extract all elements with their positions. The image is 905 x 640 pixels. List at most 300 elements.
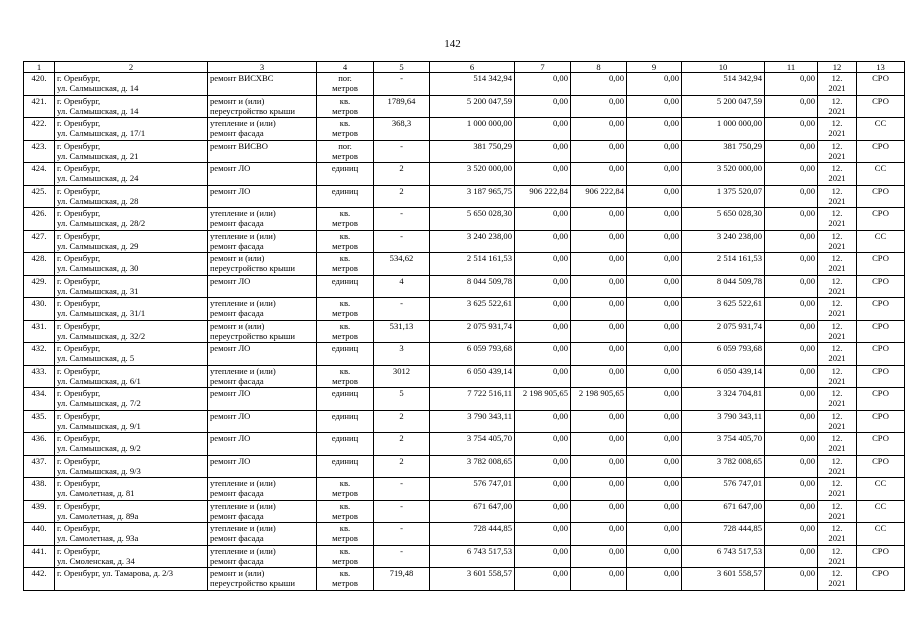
col11-cell-line: 0,00 bbox=[799, 275, 815, 286]
quantity-cell bbox=[374, 163, 430, 186]
row-number-cell-line: 427. bbox=[31, 230, 47, 241]
quantity-cell-line: 2 bbox=[399, 455, 404, 466]
quantity-cell-line: 5 bbox=[399, 388, 404, 398]
col8-cell-line: 0,00 bbox=[608, 500, 624, 511]
work-type-cell bbox=[208, 320, 317, 343]
address-cell bbox=[55, 500, 208, 523]
total-cost-cell-line: 728 444,85 bbox=[473, 523, 512, 533]
unit-cell bbox=[317, 568, 374, 591]
col7-cell bbox=[515, 455, 571, 478]
col9-cell bbox=[627, 545, 682, 568]
unit-cell bbox=[317, 208, 374, 231]
work-type-cell bbox=[208, 73, 317, 96]
address-cell-line: г. Оренбург, bbox=[57, 388, 101, 398]
unit-cell-line: единиц bbox=[331, 455, 359, 466]
col8-cell bbox=[571, 140, 627, 163]
unit-cell-line: метров bbox=[332, 150, 358, 161]
period-cell-line: 12. bbox=[831, 433, 843, 443]
col10-cell bbox=[682, 140, 765, 163]
row-number-cell bbox=[24, 230, 55, 253]
quantity-cell bbox=[374, 185, 430, 208]
total-cost-cell-line: 671 647,00 bbox=[473, 500, 512, 511]
address-cell bbox=[55, 365, 208, 388]
work-type-cell-line: утепление и (или) bbox=[210, 523, 276, 533]
column-header: 10 bbox=[682, 62, 765, 73]
row-number-cell-line: 421. bbox=[31, 95, 47, 106]
period-cell-line: 12. bbox=[831, 140, 843, 151]
method-cell bbox=[857, 433, 905, 456]
work-type-cell bbox=[208, 140, 317, 163]
col9-cell-line: 0,00 bbox=[663, 140, 679, 151]
col8-cell bbox=[571, 433, 627, 456]
period-cell-line: 2021 bbox=[828, 375, 846, 386]
col7-cell bbox=[515, 343, 571, 366]
col9-cell bbox=[627, 365, 682, 388]
col10-cell-line: 2 514 161,53 bbox=[716, 253, 762, 263]
total-cost-cell bbox=[430, 433, 515, 456]
col10-cell bbox=[682, 388, 765, 411]
method-cell-line: СС bbox=[874, 230, 887, 241]
address-cell-line: ул. Салмышская, д. 30 bbox=[57, 263, 139, 274]
col11-cell bbox=[765, 568, 818, 591]
address-cell bbox=[55, 343, 208, 366]
col8-cell bbox=[571, 185, 627, 208]
row-number-cell-line: 439. bbox=[31, 500, 47, 511]
quantity-cell-line: 3 bbox=[399, 343, 404, 353]
address-cell-line: ул. Салмышская, д. 31 bbox=[57, 285, 139, 296]
table-row bbox=[24, 298, 905, 321]
row-number-cell-line: 431. bbox=[31, 320, 47, 331]
address-cell bbox=[55, 298, 208, 321]
total-cost-cell bbox=[430, 365, 515, 388]
col8-cell-line: 0,00 bbox=[608, 253, 624, 263]
unit-cell bbox=[317, 163, 374, 186]
col7-cell-line: 0,00 bbox=[552, 95, 568, 106]
unit-cell-line: метров bbox=[332, 218, 358, 229]
col8-cell bbox=[571, 118, 627, 141]
column-header: 11 bbox=[765, 62, 818, 73]
quantity-cell-line: 534,62 bbox=[389, 253, 414, 263]
col11-cell bbox=[765, 73, 818, 96]
total-cost-cell bbox=[430, 275, 515, 298]
col10-cell-line: 728 444,85 bbox=[723, 523, 762, 533]
col11-cell bbox=[765, 118, 818, 141]
total-cost-cell bbox=[430, 73, 515, 96]
unit-cell-line: кв. bbox=[339, 365, 351, 376]
table-row bbox=[24, 568, 905, 591]
col10-cell-line: 3 520 000,00 bbox=[716, 163, 762, 173]
col8-cell bbox=[571, 568, 627, 591]
address-cell bbox=[55, 275, 208, 298]
quantity-cell-line: 4 bbox=[399, 275, 404, 286]
col10-cell bbox=[682, 365, 765, 388]
period-cell bbox=[818, 545, 857, 568]
total-cost-cell bbox=[430, 545, 515, 568]
col7-cell bbox=[515, 568, 571, 591]
method-cell bbox=[857, 185, 905, 208]
period-cell-line: 12. bbox=[831, 455, 843, 466]
unit-cell-line: кв. bbox=[339, 230, 351, 241]
col11-cell bbox=[765, 455, 818, 478]
period-cell bbox=[818, 478, 857, 501]
period-cell-line: 2021 bbox=[828, 465, 846, 476]
col10-cell bbox=[682, 298, 765, 321]
col11-cell-line: 0,00 bbox=[799, 343, 815, 353]
row-number-cell-line: 442. bbox=[31, 568, 47, 578]
unit-cell bbox=[317, 455, 374, 478]
unit-cell-line: метров bbox=[332, 533, 358, 544]
unit-cell bbox=[317, 275, 374, 298]
period-cell bbox=[818, 185, 857, 208]
total-cost-cell bbox=[430, 455, 515, 478]
method-cell-line: СС bbox=[874, 163, 887, 173]
method-cell bbox=[857, 455, 905, 478]
address-cell-line: ул. Салмышская, д. 21 bbox=[57, 150, 139, 161]
col8-cell-line: 906 222,84 bbox=[585, 185, 624, 196]
work-type-cell-line: ремонт и (или) bbox=[210, 568, 265, 578]
work-type-cell bbox=[208, 95, 317, 118]
unit-cell bbox=[317, 230, 374, 253]
col8-cell-line: 0,00 bbox=[608, 118, 624, 128]
quantity-cell-line: - bbox=[400, 500, 403, 511]
col11-cell bbox=[765, 208, 818, 231]
total-cost-cell bbox=[430, 118, 515, 141]
address-cell-line: ул. Салмышская, д. 31/1 bbox=[57, 308, 146, 319]
col9-cell bbox=[627, 95, 682, 118]
col9-cell-line: 0,00 bbox=[663, 230, 679, 241]
row-number-cell bbox=[24, 253, 55, 276]
quantity-cell bbox=[374, 433, 430, 456]
address-cell-line: ул. Салмышская, д. 9/2 bbox=[57, 443, 141, 454]
col9-cell bbox=[627, 433, 682, 456]
col11-cell bbox=[765, 433, 818, 456]
row-number-cell bbox=[24, 343, 55, 366]
quantity-cell bbox=[374, 523, 430, 546]
col7-cell-line: 0,00 bbox=[552, 433, 568, 443]
col9-cell bbox=[627, 298, 682, 321]
col8-cell bbox=[571, 163, 627, 186]
total-cost-cell-line: 5 650 028,30 bbox=[466, 208, 512, 218]
col10-cell bbox=[682, 320, 765, 343]
col8-cell-line: 0,00 bbox=[608, 230, 624, 241]
period-cell bbox=[818, 343, 857, 366]
table-row bbox=[24, 275, 905, 298]
work-type-cell bbox=[208, 478, 317, 501]
col10-cell bbox=[682, 545, 765, 568]
quantity-cell-line: - bbox=[400, 208, 403, 218]
table-row bbox=[24, 208, 905, 231]
col10-cell-line: 381 750,29 bbox=[723, 140, 762, 151]
table-row bbox=[24, 478, 905, 501]
total-cost-cell-line: 3 625 522,61 bbox=[466, 298, 512, 308]
total-cost-cell bbox=[430, 388, 515, 411]
address-cell bbox=[55, 433, 208, 456]
col7-cell bbox=[515, 388, 571, 411]
address-cell bbox=[55, 230, 208, 253]
col9-cell bbox=[627, 73, 682, 96]
col9-cell bbox=[627, 208, 682, 231]
col7-cell bbox=[515, 95, 571, 118]
work-type-cell bbox=[208, 568, 317, 591]
col7-cell bbox=[515, 523, 571, 546]
col10-cell bbox=[682, 73, 765, 96]
table-row bbox=[24, 185, 905, 208]
quantity-cell bbox=[374, 253, 430, 276]
column-header: 9 bbox=[627, 62, 682, 73]
col7-cell bbox=[515, 478, 571, 501]
col11-cell-line: 0,00 bbox=[799, 298, 815, 308]
col11-cell-line: 0,00 bbox=[799, 365, 815, 376]
col7-cell-line: 0,00 bbox=[552, 73, 568, 83]
col10-cell-line: 671 647,00 bbox=[723, 500, 762, 511]
col11-cell-line: 0,00 bbox=[799, 95, 815, 106]
quantity-cell bbox=[374, 568, 430, 591]
total-cost-cell-line: 3 754 405,70 bbox=[466, 433, 512, 443]
row-number-cell-line: 433. bbox=[31, 365, 47, 376]
work-type-cell-line: ремонт ЛО bbox=[210, 455, 251, 466]
method-cell bbox=[857, 478, 905, 501]
col8-cell bbox=[571, 455, 627, 478]
period-cell bbox=[818, 433, 857, 456]
row-number-cell-line: 440. bbox=[31, 523, 47, 533]
period-cell-line: 2021 bbox=[828, 173, 846, 184]
work-type-cell bbox=[208, 118, 317, 141]
unit-cell-line: пог. bbox=[338, 73, 352, 83]
method-cell-line: СРО bbox=[872, 568, 889, 578]
unit-cell bbox=[317, 320, 374, 343]
unit-cell-line: метров bbox=[332, 578, 358, 589]
col10-cell-line: 3 625 522,61 bbox=[716, 298, 762, 308]
row-number-cell bbox=[24, 208, 55, 231]
col9-cell-line: 0,00 bbox=[663, 185, 679, 196]
col7-cell bbox=[515, 140, 571, 163]
address-cell-line: ул. Салмышская, д. 32/2 bbox=[57, 330, 146, 341]
col8-cell bbox=[571, 95, 627, 118]
row-number-cell bbox=[24, 410, 55, 433]
method-cell bbox=[857, 275, 905, 298]
col11-cell bbox=[765, 343, 818, 366]
quantity-cell bbox=[374, 208, 430, 231]
row-number-cell bbox=[24, 320, 55, 343]
period-cell-line: 12. bbox=[831, 478, 843, 488]
table-row bbox=[24, 433, 905, 456]
work-type-cell-line: утепление и (или) bbox=[210, 208, 276, 218]
total-cost-cell-line: 576 747,01 bbox=[473, 478, 512, 488]
col11-cell bbox=[765, 545, 818, 568]
method-cell bbox=[857, 253, 905, 276]
col11-cell bbox=[765, 275, 818, 298]
col8-cell bbox=[571, 320, 627, 343]
address-cell bbox=[55, 95, 208, 118]
col7-cell-line: 0,00 bbox=[552, 478, 568, 488]
method-cell bbox=[857, 163, 905, 186]
col8-cell bbox=[571, 298, 627, 321]
unit-cell bbox=[317, 433, 374, 456]
col9-cell bbox=[627, 253, 682, 276]
address-cell-line: ул. Салмышская, д. 9/1 bbox=[57, 420, 141, 431]
col7-cell bbox=[515, 185, 571, 208]
unit-cell-line: кв. bbox=[339, 478, 351, 488]
col11-cell bbox=[765, 410, 818, 433]
unit-cell-line: кв. bbox=[339, 298, 351, 308]
col8-cell-line: 0,00 bbox=[608, 73, 624, 83]
col8-cell bbox=[571, 410, 627, 433]
col7-cell bbox=[515, 208, 571, 231]
method-cell-line: СРО bbox=[872, 73, 889, 83]
row-number-cell-line: 425. bbox=[31, 185, 47, 196]
col7-cell bbox=[515, 545, 571, 568]
work-type-cell-line: ремонт ЛО bbox=[210, 410, 251, 421]
col9-cell-line: 0,00 bbox=[663, 343, 679, 353]
unit-cell-line: кв. bbox=[339, 545, 351, 556]
unit-cell bbox=[317, 298, 374, 321]
period-cell-line: 12. bbox=[831, 365, 843, 376]
address-cell-line: г. Оренбург, bbox=[57, 343, 101, 353]
address-cell-line: ул. Салмышская, д. 14 bbox=[57, 105, 139, 116]
quantity-cell bbox=[374, 275, 430, 298]
row-number-cell-line: 422. bbox=[31, 118, 47, 128]
method-cell bbox=[857, 410, 905, 433]
row-number-cell-line: 435. bbox=[31, 410, 47, 421]
period-cell bbox=[818, 410, 857, 433]
method-cell bbox=[857, 545, 905, 568]
period-cell bbox=[818, 140, 857, 163]
table-row bbox=[24, 455, 905, 478]
col9-cell bbox=[627, 140, 682, 163]
method-cell-line: СРО bbox=[872, 433, 889, 443]
col7-cell bbox=[515, 433, 571, 456]
address-cell-line: г. Оренбург, bbox=[57, 140, 101, 151]
col9-cell-line: 0,00 bbox=[663, 275, 679, 286]
column-header: 13 bbox=[857, 62, 905, 73]
unit-cell-line: кв. bbox=[339, 523, 351, 533]
address-cell-line: г. Оренбург, bbox=[57, 73, 101, 83]
address-cell bbox=[55, 163, 208, 186]
col10-cell bbox=[682, 410, 765, 433]
col8-cell-line: 2 198 905,65 bbox=[578, 388, 624, 398]
col9-cell-line: 0,00 bbox=[663, 545, 679, 556]
col7-cell-line: 0,00 bbox=[552, 523, 568, 533]
col11-cell-line: 0,00 bbox=[799, 568, 815, 578]
col7-cell-line: 0,00 bbox=[552, 230, 568, 241]
period-cell-line: 12. bbox=[831, 343, 843, 353]
address-cell-line: г. Оренбург, bbox=[57, 410, 101, 421]
period-cell bbox=[818, 163, 857, 186]
unit-cell-line: единиц bbox=[331, 185, 359, 196]
quantity-cell-line: 2 bbox=[399, 410, 404, 421]
col7-cell-line: 0,00 bbox=[552, 253, 568, 263]
quantity-cell bbox=[374, 73, 430, 96]
period-cell bbox=[818, 500, 857, 523]
work-type-cell-line: утепление и (или) bbox=[210, 478, 276, 488]
method-cell bbox=[857, 73, 905, 96]
work-type-cell-line: утепление и (или) bbox=[210, 365, 276, 376]
col8-cell bbox=[571, 73, 627, 96]
col10-cell-line: 5 200 047,59 bbox=[716, 95, 762, 106]
address-cell bbox=[55, 478, 208, 501]
row-number-cell bbox=[24, 163, 55, 186]
col7-cell-line: 0,00 bbox=[552, 545, 568, 556]
method-cell bbox=[857, 568, 905, 591]
address-cell-line: г. Оренбург, bbox=[57, 208, 101, 218]
table-row bbox=[24, 365, 905, 388]
quantity-cell bbox=[374, 388, 430, 411]
address-cell-line: ул. Салмышская, д. 6/1 bbox=[57, 375, 141, 386]
table-row bbox=[24, 320, 905, 343]
address-cell bbox=[55, 388, 208, 411]
total-cost-cell bbox=[430, 568, 515, 591]
method-cell-line: СС bbox=[874, 523, 887, 533]
page-number: 142 bbox=[444, 38, 461, 50]
table-row bbox=[24, 343, 905, 366]
col10-cell bbox=[682, 95, 765, 118]
row-number-cell-line: 434. bbox=[31, 388, 47, 398]
table-row bbox=[24, 163, 905, 186]
col8-cell-line: 0,00 bbox=[608, 568, 624, 578]
address-cell-line: ул. Салмышская, д. 28/2 bbox=[57, 218, 146, 229]
col9-cell bbox=[627, 410, 682, 433]
col10-cell bbox=[682, 455, 765, 478]
work-type-cell bbox=[208, 388, 317, 411]
col10-cell bbox=[682, 433, 765, 456]
period-cell-line: 12. bbox=[831, 568, 843, 578]
address-cell-line: г. Оренбург, bbox=[57, 320, 101, 331]
work-type-cell-line: ремонт ВИСВО bbox=[210, 140, 268, 151]
total-cost-cell bbox=[430, 208, 515, 231]
address-cell bbox=[55, 410, 208, 433]
col7-cell bbox=[515, 230, 571, 253]
quantity-cell-line: 2 bbox=[399, 433, 404, 443]
unit-cell bbox=[317, 410, 374, 433]
col7-cell bbox=[515, 118, 571, 141]
col7-cell-line: 0,00 bbox=[552, 298, 568, 308]
col7-cell-line: 0,00 bbox=[552, 140, 568, 151]
col10-cell-line: 3 240 238,00 bbox=[716, 230, 762, 241]
row-number-cell-line: 423. bbox=[31, 140, 47, 151]
method-cell bbox=[857, 320, 905, 343]
col10-cell-line: 2 075 931,74 bbox=[716, 320, 762, 331]
col9-cell bbox=[627, 388, 682, 411]
col8-cell-line: 0,00 bbox=[608, 208, 624, 218]
method-cell bbox=[857, 388, 905, 411]
address-cell-line: ул. Самолетная, д. 81 bbox=[57, 488, 135, 499]
row-number-cell bbox=[24, 73, 55, 96]
col10-cell-line: 3 790 343,11 bbox=[717, 410, 762, 421]
row-number-cell-line: 437. bbox=[31, 455, 47, 466]
col11-cell bbox=[765, 230, 818, 253]
period-cell-line: 2021 bbox=[828, 218, 846, 229]
col11-cell bbox=[765, 163, 818, 186]
work-type-cell-line: ремонт фасада bbox=[210, 510, 264, 521]
period-cell-line: 2021 bbox=[828, 240, 846, 251]
period-cell-line: 12. bbox=[831, 208, 843, 218]
unit-cell-line: единиц bbox=[331, 433, 359, 443]
address-cell-line: г. Оренбург, bbox=[57, 500, 101, 511]
unit-cell-line: метров bbox=[332, 308, 358, 319]
address-cell-line: г. Оренбург, ул. Тамарова, д. 2/3 bbox=[57, 568, 174, 578]
address-cell-line: ул. Салмышская, д. 14 bbox=[57, 83, 139, 94]
col8-cell bbox=[571, 478, 627, 501]
col8-cell bbox=[571, 545, 627, 568]
quantity-cell-line: 1789,64 bbox=[387, 95, 416, 106]
col9-cell-line: 0,00 bbox=[663, 523, 679, 533]
address-cell bbox=[55, 140, 208, 163]
unit-cell-line: метров bbox=[332, 555, 358, 566]
col10-cell-line: 6 050 439,14 bbox=[716, 365, 762, 376]
method-cell bbox=[857, 343, 905, 366]
quantity-cell-line: - bbox=[400, 73, 403, 83]
col7-cell bbox=[515, 163, 571, 186]
